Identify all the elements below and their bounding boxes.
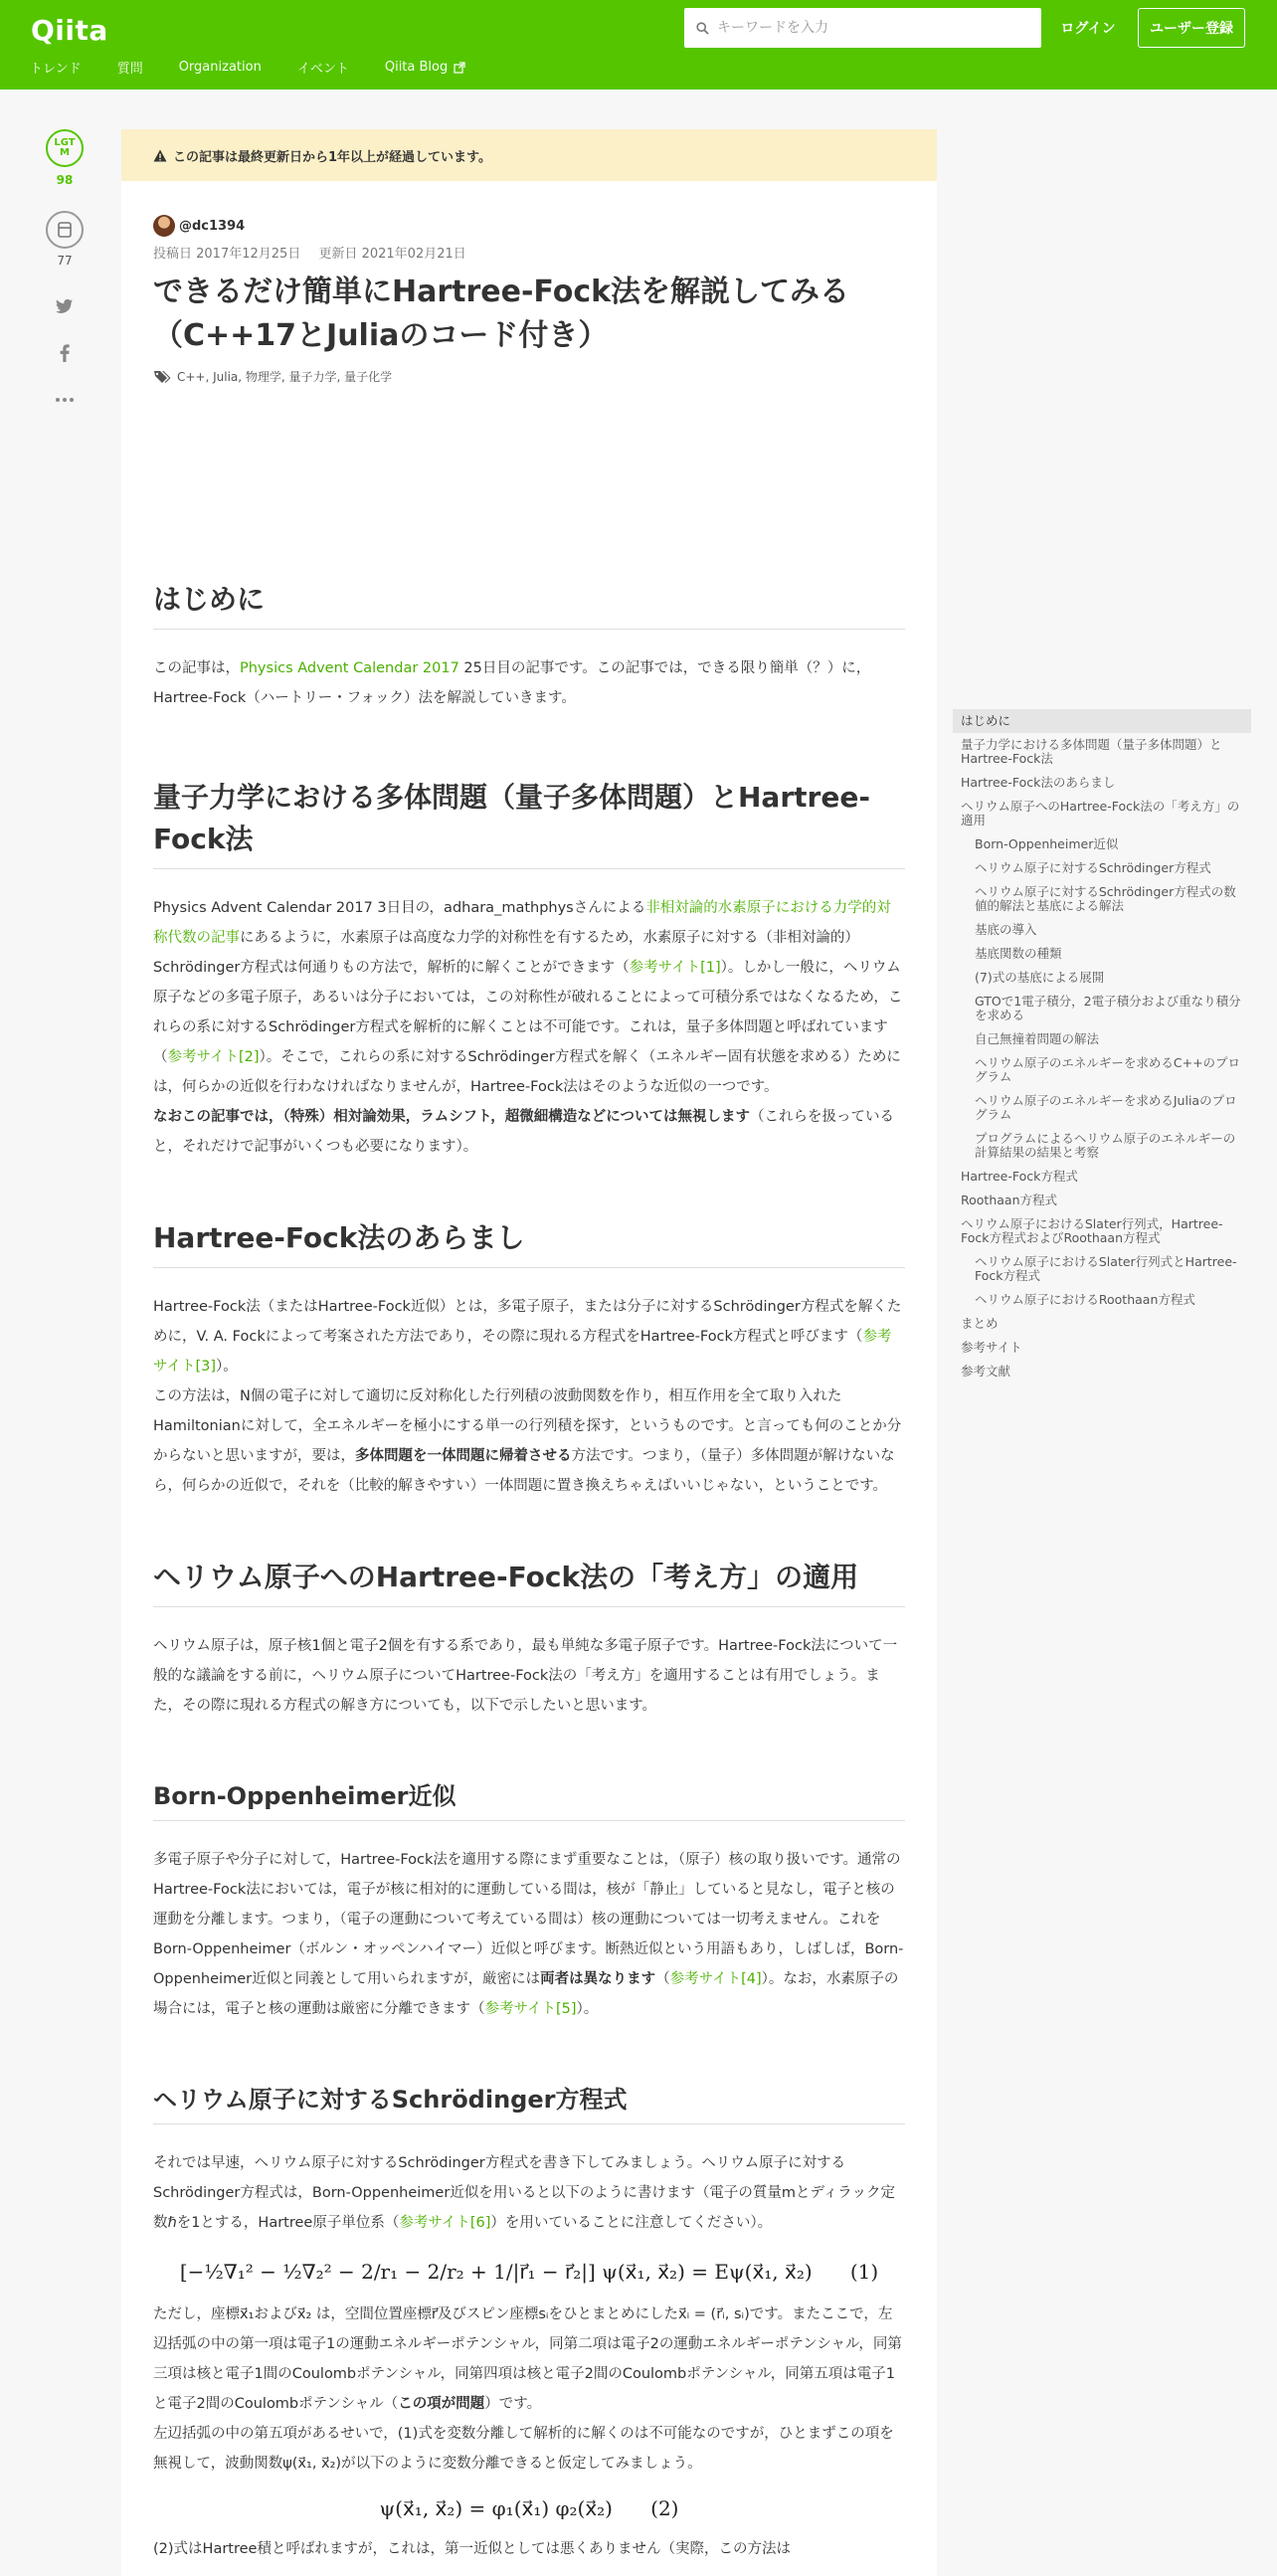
more-actions-button[interactable] bbox=[54, 389, 76, 411]
toc-item[interactable]: はじめに bbox=[953, 709, 1251, 733]
paragraph: ただし，座標x⃗₁およびx⃗₂ は，空間位置座標r⃗及びスピン座標sᵢをひとまとめにしたx⃗ᵢ = (r⃗ᵢ, sᵢ)です。またここで，左辺括弧の中の第一項は電子1の運動エネルギーポテンシャル，同第二項は電子2の運動エネルギーポテンシャル，同第三項は核と電子1間のCoulombポテンシャル，同第四項は核と電子2間のCoulombポテンシャル，同第五項は電子1と電子2間のCoulombポテンシャル（この項が問題）です。 左辺括弧の中の第五項があるせいで，(1)式を変数分離して解析的に解くのは不可能なのですが，ひとまずこの項を無視して，波動関数ψ(x⃗₁, x⃗₂)が以下のように変数分離できると仮定してみましょう。 bbox=[153, 2306, 902, 2472]
search-box[interactable] bbox=[684, 8, 1041, 48]
toc-item[interactable]: (7)式の基底による展開 bbox=[975, 970, 1105, 985]
author[interactable] bbox=[153, 215, 245, 237]
warning-icon bbox=[153, 149, 167, 162]
toc-item[interactable]: 自己無撞着問題の解法 bbox=[975, 1031, 1100, 1046]
table-of-contents bbox=[953, 709, 1251, 1383]
posted-date: 投稿日 2017年12月25日 bbox=[153, 247, 301, 262]
paragraph: この記事は，Physics Advent Calendar 2017 25日目の記事です。この記事では，できる限り簡単（？）に，Hartree-Fock（ハートリー・フォック）法を解説していきます。 bbox=[153, 660, 871, 706]
article-title bbox=[153, 271, 909, 358]
avatar[interactable] bbox=[153, 215, 175, 237]
ref-link-5[interactable]: 参考サイト[5] bbox=[484, 2001, 577, 2017]
tags-icon bbox=[153, 370, 171, 384]
toc-item[interactable]: まとめ bbox=[961, 1316, 999, 1331]
facebook-icon bbox=[60, 344, 70, 362]
nav-trend[interactable]: トレンド bbox=[30, 62, 82, 77]
search-icon bbox=[696, 22, 709, 35]
author-name[interactable]: @dc1394 bbox=[179, 218, 246, 234]
title-line-1: できるだけ簡単にHartree-Fock法を解説してみる bbox=[153, 275, 850, 309]
toc-item[interactable]: Born-Oppenheimer近似 bbox=[975, 836, 1119, 851]
heading-helium-application: ヘリウム原子へのHartree-Fock法の「考え方」の適用 bbox=[153, 1557, 905, 1607]
toc-item[interactable]: Roothaan方程式 bbox=[961, 1193, 1057, 1207]
external-link-icon bbox=[454, 62, 465, 74]
article-body bbox=[153, 408, 905, 2564]
nav-questions[interactable]: 質問 bbox=[116, 62, 143, 77]
lgtm-label: LGTM bbox=[54, 137, 76, 158]
nav-organization[interactable]: Organization bbox=[178, 60, 262, 75]
article-dates bbox=[153, 243, 480, 262]
toc-item[interactable]: ヘリウム原子のエネルギーを求めるJuliaのプログラム bbox=[975, 1093, 1237, 1122]
toc-item[interactable]: 量子力学における多体問題（量子多体問題）とHartree-Fock法 bbox=[961, 737, 1222, 766]
updated-date: 更新日 2021年02月21日 bbox=[318, 247, 466, 262]
login-button[interactable]: ログイン bbox=[1060, 21, 1116, 37]
advent-calendar-link[interactable]: Physics Advent Calendar 2017 bbox=[240, 660, 459, 676]
toc-item[interactable]: 基底の導入 bbox=[975, 922, 1037, 937]
nav-qiita-blog[interactable] bbox=[385, 58, 465, 77]
ref-link-6[interactable]: 参考サイト[6] bbox=[399, 2215, 491, 2231]
toc-item[interactable]: Hartree-Fock法のあらまし bbox=[961, 775, 1116, 790]
ref-link-2[interactable]: 参考サイト[2] bbox=[167, 1049, 260, 1065]
warning-text: この記事は最終更新日から1年以上が経過しています。 bbox=[173, 149, 492, 165]
equation-2: ψ(x⃗₁, x⃗₂) = φ₁(x⃗₁) φ₂(x⃗₂) (2) bbox=[379, 2496, 679, 2520]
site-header bbox=[0, 0, 1277, 90]
tags[interactable]: C++, Julia, 物理学, 量子力学, 量子化学 bbox=[177, 370, 393, 384]
search-input[interactable] bbox=[717, 20, 1015, 36]
toc-item[interactable]: GTOで1電子積分，2電子積分および重なり積分を求める bbox=[975, 994, 1241, 1022]
heading-many-body: 量子力学における多体問題（量子多体問題）とHartree-Fock法 bbox=[153, 777, 905, 869]
stock-icon bbox=[57, 221, 73, 239]
toc-item[interactable]: ヘリウム原子におけるSlater行列式とHartree-Fock方程式 bbox=[975, 1254, 1237, 1283]
nav-qiita-blog-label: Qiita Blog bbox=[384, 60, 449, 75]
paragraph: Physics Advent Calendar 2017 3日目の，adhara_mathphysさんによる非相対論的水素原子における力学的対称代数の記事にあるように，水素原子は高度な力学的対称性を有するため，水素原子に対する（非相対論的）Schrödinger方程式は何通りもの方法で，解析的に解くことができます（参考サイト[1]）。しかし一般に，ヘリウム原子などの多電子原子，あるいは分子においては，この対称性が破れることによって可積分系ではなくなるため，これらの系に対するSchrödinger方程式を解析的に解くことは不可能です。これは，量子多体問題と呼ばれています（参考サイト[2]）。そこで，これらの系に対するSchrödinger方程式を解く（エネルギー固有状態を求める）ためには，何らかの近似を行わなければなりませんが，Hartree-Fock法はそのような近似の一つです。 なおこの記事では，（特殊）相対論効果，ラムシフト，超微細構造などについては無視します（これらを扱っていると，それだけで記事がいくつも必要になります）。 bbox=[153, 900, 903, 1155]
qiita-logo[interactable]: Qiita bbox=[31, 14, 108, 47]
heading-intro: はじめに bbox=[153, 579, 905, 630]
paragraph: ヘリウム原子は，原子核1個と電子2個を有する系であり，最も単純な多電子原子です。Hartree-Fock法について一般的な議論をする前に，ヘリウム原子についてHartree-Fock法の「考え方」を適用することは有用でしょう。また，その際に現れる方程式の解き方についても，以下で示したいと思います。 bbox=[153, 1638, 898, 1714]
nav-events[interactable]: イベント bbox=[296, 62, 349, 77]
lgtm-count: 98 bbox=[56, 173, 74, 187]
paragraph: Hartree-Fock法（またはHartree-Fock近似）とは，多電子原子，または分子に対するSchrödinger方程式を解くために，V. A. Fockによって考案された方法であり，その際に現れる方程式をHartree-Fock方程式と呼びます（参考サイト[3]）。 この方法は，N個の電子に対して適切に反対称化した行列積の波動関数を作り，相互作用を全て取り入れたHamiltonianに対して，全エネルギーを極小にする単一の行列積を探す，というものです。と言っても何のことか分からないと思いますが，要は，多体問題を一体問題に帰着させる方法です。つまり，（量子）多体問題が解けないなら，何らかの近似で，それを（比較的解きやすい）一体問題に置き換えちゃえばいいじゃない，ということです。 bbox=[153, 1299, 902, 1494]
toc-item[interactable]: 基底関数の種類 bbox=[975, 946, 1062, 961]
more-dots-icon bbox=[56, 398, 74, 402]
ref-link-1[interactable]: 参考サイト[1] bbox=[629, 960, 721, 976]
toc-item[interactable]: ヘリウム原子へのHartree-Fock法の「考え方」の適用 bbox=[961, 799, 1240, 828]
toc-item[interactable]: プログラムによるヘリウム原子のエネルギーの計算結果の結果と考察 bbox=[975, 1131, 1236, 1160]
facebook-share-button[interactable] bbox=[54, 342, 76, 364]
lgtm-button[interactable] bbox=[46, 129, 84, 167]
twitter-icon bbox=[56, 298, 74, 314]
stock-button[interactable] bbox=[46, 211, 84, 249]
tag-list bbox=[153, 368, 392, 385]
paragraph: 多電子原子や分子に対して，Hartree-Fock法を適用する際にまず重要なことは，（原子）核の取り扱いです。通常のHartree-Fock法においては，電子が核に相対的に運動している間は，核が「静止」していると見なし，電子と核の運動を分離します。つまり，（電子の運動について考えている間は）核の運動については一切考えません。これをBorn-Oppenheimer（ボルン・オッペンハイマー）近似と呼びます。断熱近似という用語もあり，しばしば，Born-Oppenheimer近似と同義として用いられますが，厳密には両者は異なります（参考サイト[4]）。なお，水素原子の場合には，電子と核の運動は厳密に分離できます（参考サイト[5]）。 bbox=[153, 1852, 904, 2017]
heading-schrodinger-helium: ヘリウム原子に対するSchrödinger方程式 bbox=[153, 2082, 905, 2124]
toc-item[interactable]: ヘリウム原子に対するSchrödinger方程式の数値的解法と基底による解法 bbox=[975, 884, 1236, 913]
signup-button[interactable]: ユーザー登録 bbox=[1138, 8, 1245, 48]
stock-count: 77 bbox=[57, 254, 73, 268]
paragraph: (2)式はHartree積と呼ばれますが，これは，第一近似としては悪くありません（実際，この方法は bbox=[153, 2541, 791, 2557]
article bbox=[121, 129, 937, 2576]
heading-hf-overview: Hartree-Fock法のあらまし bbox=[153, 1217, 905, 1268]
title-line-2: （C++17とJuliaのコード付き） bbox=[153, 318, 609, 353]
heading-born-oppenheimer: Born-Oppenheimer近似 bbox=[153, 1778, 905, 1821]
ref-link-3[interactable]: 参考サイト[3] bbox=[153, 1329, 892, 1375]
outdated-warning bbox=[121, 129, 937, 181]
equation-1: [−½∇₁² − ½∇₂² − 2/r₁ − 2/r₂ + 1/|r⃗₁ − r⃗₂|] ψ(x⃗₁, x⃗₂) = Eψ(x⃗₁, x⃗₂) (1) bbox=[179, 2260, 879, 2284]
twitter-share-button[interactable] bbox=[54, 295, 76, 317]
symmetry-article-link[interactable]: 非相対論的水素原子における力学的対称代数の記事 bbox=[153, 900, 891, 946]
toc-item[interactable]: ヘリウム原子のエネルギーを求めるC++のプログラム bbox=[975, 1055, 1241, 1084]
paragraph: それでは早速，ヘリウム原子に対するSchrödinger方程式を書き下してみましょう。ヘリウム原子に対するSchrödinger方程式は，Born-Oppenheimer近似を用いると以下のように書けます（電子の質量mとディラック定数ℏを1とする，Hartree原子単位系（参考サイト[6]）を用いていることに注意してください）。 bbox=[153, 2155, 895, 2231]
toc-item[interactable]: ヘリウム原子におけるSlater行列式，Hartree-Fock方程式およびRoothaan方程式 bbox=[961, 1216, 1223, 1245]
ref-link-4[interactable]: 参考サイト[4] bbox=[669, 1971, 762, 1987]
toc-item[interactable]: ヘリウム原子におけるRoothaan方程式 bbox=[975, 1292, 1195, 1307]
global-nav bbox=[30, 58, 501, 77]
toc-item[interactable]: 参考文献 bbox=[961, 1364, 1011, 1379]
toc-item[interactable]: ヘリウム原子に対するSchrödinger方程式 bbox=[975, 860, 1211, 875]
toc-item[interactable]: 参考サイト bbox=[961, 1340, 1022, 1355]
toc-item[interactable]: Hartree-Fock方程式 bbox=[961, 1169, 1078, 1184]
